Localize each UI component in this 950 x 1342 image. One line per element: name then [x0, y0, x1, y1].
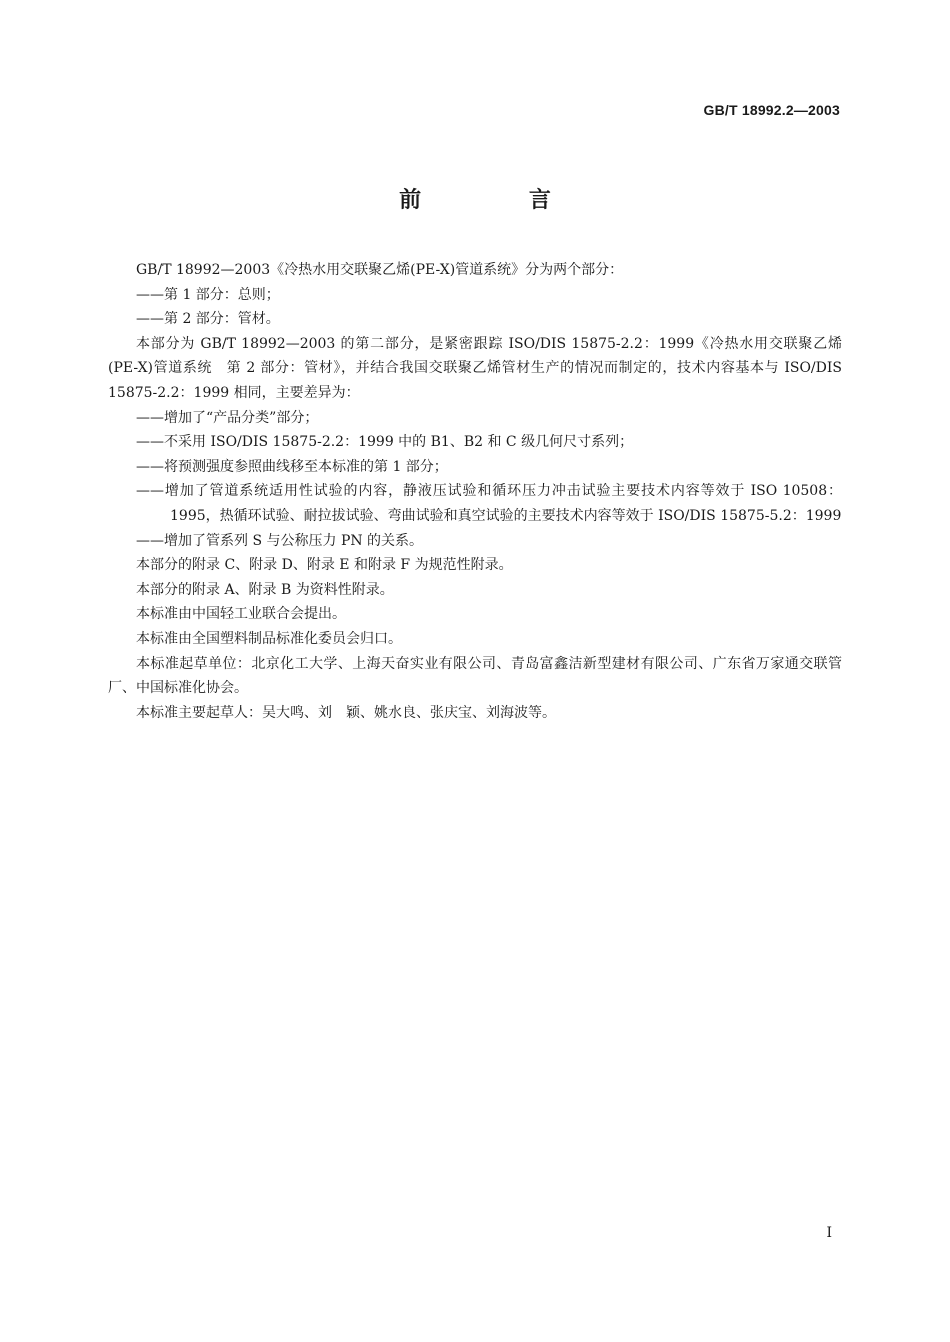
paragraph: 本部分的附录 A、附录 B 为资料性附录。 — [136, 581, 394, 598]
list-item: ——第 1 部分：总则； — [136, 286, 280, 303]
list-item: ——增加了管系列 S 与公称压力 PN 的关系。 — [136, 532, 424, 549]
list-item: ——第 2 部分：管材。 — [136, 311, 280, 328]
paragraph: 本标准由中国轻工业联合会提出。 — [136, 606, 346, 623]
list-item: ——增加了管道系统适用性试验的内容，静液压试验和循环压力冲击试验主要技术内容等效于 ISO 10508：1995，热循环试验、耐拉拔试验、弯曲试验和真空试验的主要技术内容等效于 ISO/DIS 15875-5.2：1999 — [136, 483, 842, 524]
paragraph: 本部分为 GB/T 18992—2003 的第二部分，是紧密跟踪 ISO/DIS 15875-2.2：1999《冷热水用交联聚乙烯(PE-X)管道系统 第 2 部分：管材》，并结合我国交联聚乙烯管材生产的情况而制定的，技术内容基本与 ISO/DIS 15875-2.2：1999 相同，主要差异为： — [108, 335, 842, 401]
paragraph: 本标准主要起草人：吴大鸣、刘 颖、姚水良、张庆宝、刘海波等。 — [136, 704, 556, 721]
list-item: ——将预测强度参照曲线移至本标准的第 1 部分； — [136, 458, 448, 475]
paragraph: GB/T 18992—2003《冷热水用交联聚乙烯(PE-X)管道系统》分为两个部分： — [136, 262, 624, 278]
list-item: ——不采用 ISO/DIS 15875-2.2：1999 中的 B1、B2 和 C 级几何尺寸系列； — [136, 434, 634, 451]
page-number: I — [826, 1225, 832, 1241]
page-title: 前 言 — [399, 188, 601, 213]
paragraph: 本部分的附录 C、附录 D、附录 E 和附录 F 为规范性附录。 — [136, 557, 513, 574]
list-item: ——增加了“产品分类”部分； — [136, 409, 319, 426]
paragraph: 本标准起草单位：北京化工大学、上海天奋实业有限公司、青岛富鑫洁新型建材有限公司、广东省万家通交联管厂、中国标准化协会。 — [108, 655, 842, 697]
standard-code: GB/T 18992.2—2003 — [703, 102, 840, 118]
paragraph: 本标准由全国塑料制品标准化委员会归口。 — [136, 630, 402, 647]
document-body — [108, 258, 842, 725]
